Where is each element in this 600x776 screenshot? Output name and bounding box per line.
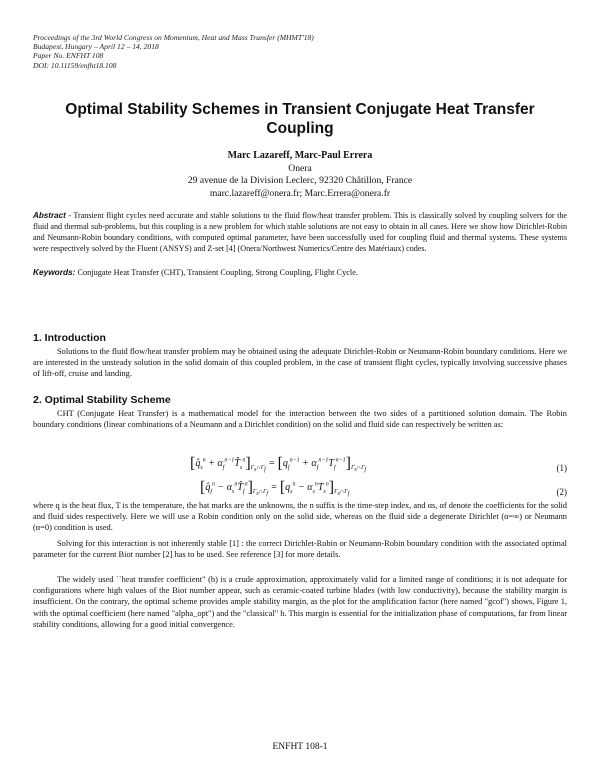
section-1-heading: 1. Introduction (33, 332, 106, 344)
paper-title: Optimal Stability Schemes in Transient Conjugate Heat Transfer Coupling (65, 101, 535, 137)
section-2-paragraph-3: Solving for this interaction is not inherently stable [1] : the correct Dirichlet-Robin or Neumann-Robin boundary condition with the associated optimal parameter for the current Biot number [2] has to be used. See reference [3] for more details. (33, 539, 567, 560)
proceedings-header (33, 33, 314, 70)
emails: marc.lazareff@onera.fr; Marc.Errera@onera.fr (209, 187, 391, 199)
keywords-text: Conjugate Heat Transfer (CHT), Transient Coupling, Strong Coupling, Flight Cycle. (75, 268, 358, 277)
keywords-label: Keywords: (33, 267, 76, 277)
header-line-3: Paper No. ENFHT 108 (33, 51, 104, 61)
equation-2-number: (2) (556, 487, 567, 497)
header-line-1: Proceedings of the 3rd World Congress on Momentum, Heat and Mass Transfer (MHMT'18) (33, 33, 314, 42)
abstract-label: Abstract (33, 211, 66, 220)
equation-2: [$q̂_f^n$ − $\alpha_s^nT̂_f^n]_{\Gamma_s\cap\Gamma_f} = [q_s^n - \alpha_s^nT_s^n]_{\Gamma_s\cap\Gamma_f}$ (200, 479, 350, 498)
keywords (33, 267, 567, 277)
address: 29 avenue de la Division Leclerc, 92320 Châtillon, France (187, 175, 413, 186)
author-block (0, 150, 600, 200)
section-2-heading: 2. Optimal Stability Scheme (33, 394, 171, 406)
header-line-2: Budapest, Hungary – April 12 – 14, 2018 (33, 42, 159, 52)
page-footer: ENFHT 108-1 (272, 742, 328, 752)
header-line-4: DOI: 10.11159/enfht18.108 (33, 60, 117, 70)
section-2-paragraph-2: where q is the heat flux, T is the temperature, the hat marks are the unknowns, the n suffix is the time-step index, and αs, αf denote the coefficients for the solid and fluid sides respectively. Here we will use a Robin condition only on the solid side, whereas on the fluid side a degenerate Dirichlet (α=∞) or Neumann (α=0) condition is used. (33, 501, 567, 533)
section-1-paragraph: Solutions to the fluid flow/heat transfer problem may be obtained using the adequate Dirichlet-Robin or Neumann-Robin boundary conditions. Here we are interested in the unsteady solution in the solid domain of this coupled problem, in the case of transient flight cycles, typically involving successive phases of lift-off, cruise and landing. (33, 347, 567, 379)
section-2-paragraph-1: CHT (Conjugate Heat Transfer) is a mathematical model for the interaction between the two sides of a partitioned solution domain. The Robin boundary conditions (linear combinations of a Neumann and a Dirichlet condition) on the solid and fluid side can respectively be written as: (33, 409, 567, 430)
equation-1-number: (1) (556, 463, 567, 473)
equation-1: [$q̂_s^n$ + $\alpha_f^{n-1}T̂_s^n]_{\Gamma_s\cap\Gamma_f} = [q_f^{n-1} + \alpha_f^{n-1}T_f^{n-1}]_{\Gamma_s\cap\Gamma_f}$ (190, 455, 367, 474)
author-names: Marc Lazareff, Marc-Paul Errera (227, 150, 373, 161)
affiliation: Onera (288, 162, 312, 174)
abstract (33, 210, 567, 254)
abstract-text: - Transient flight cycles need accurate and stable solutions to the fluid flow/heat transfer problem. This is classically solved by coupling solvers for the fluid and thermal sub-problems, but this coupling is a new problem for which stable solutions are not easy to obtain in all cases. Here we show how Dirichlet-Robin and Neumann-Robin boundary conditions, with computed optimal parameter, have been successfully used for coupling fluid and thermal systems. These systems were respectively solved by the Fluent (ANSYS) and Z-set [4] (Onera/Northwest Numerics/Centre des Matériaux) codes. (33, 211, 567, 254)
section-2-paragraph-4: The widely used ``heat transfer coefficient" (h) is a crude approximation, approximately valid for a limited range of conditions; it is not adequate for configurations where high values of the Biot number appear, such as ceramic-coated turbine blades (with low conductivity), because the stability margin is insufficient. On the contrary, the optimal scheme provides ample stability margin, as the plot for the amplification factor (here named "gcof") shows, Figure 1, with the optimal coefficient (here named "alpha_opt") and the "classical" h. This margin is essential for the initialization phase of computations, far from linear stability conditions, allowing for a good initial convergence. (33, 575, 567, 629)
